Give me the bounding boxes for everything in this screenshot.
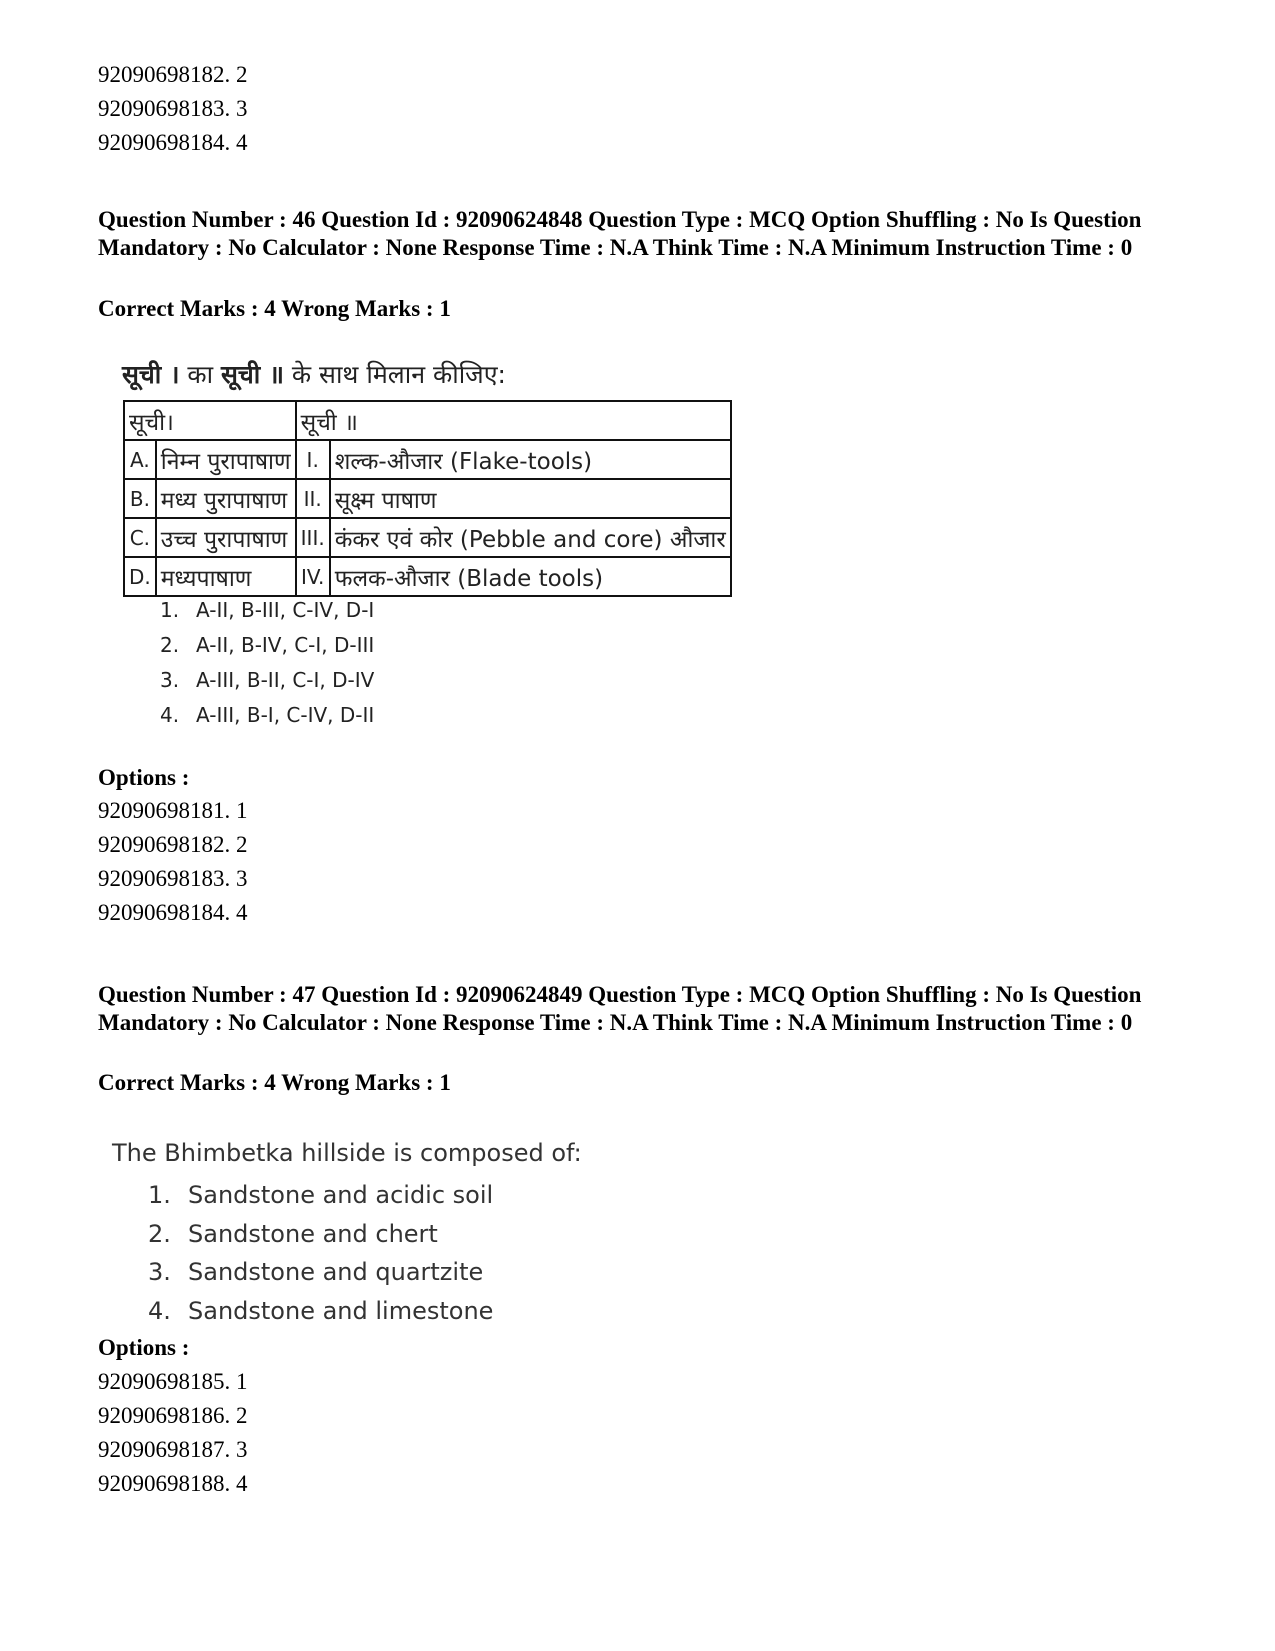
- row-list-2-item: फलक-औजार (Blade tools): [330, 557, 731, 596]
- list-item: 2. Sandstone and chert: [148, 1219, 438, 1248]
- q47-marks: Correct Marks : 4 Wrong Marks : 1: [98, 1070, 451, 1095]
- row-roman: II.: [296, 479, 330, 518]
- q46-header: Question Number : 46 Question Id : 92090624848 Question Type : MCQ Option Shuffling : No Is Question Mandatory : No Calculator : None Response Time : N.A Think Time : N.A Minimum Instruction Time : 0: [98, 207, 1142, 260]
- q46-match-table: [123, 400, 732, 597]
- q47-prompt: The Bhimbetka hillside is composed of:: [112, 1139, 582, 1167]
- q46-prompt: सूची । का सूची ॥ के साथ मिलान कीजिए:: [122, 360, 506, 389]
- q47-choices: [148, 1176, 493, 1330]
- row-list-1-item: मध्यपाषाण: [156, 557, 296, 596]
- q47-options-label: Options :: [98, 1335, 190, 1360]
- q46-choices: [160, 593, 374, 733]
- q46-options-label: Options :: [98, 765, 190, 790]
- table-head-list-1: सूची।: [124, 401, 296, 440]
- row-letter: C.: [124, 518, 156, 557]
- q46-marks: Correct Marks : 4 Wrong Marks : 1: [98, 296, 451, 321]
- list-item: 4. Sandstone and limestone: [148, 1296, 494, 1325]
- prev-option-4: 92090698184. 4: [98, 130, 248, 155]
- table-header-row: [124, 401, 731, 440]
- row-list-2-item: शल्क-औजार (Flake-tools): [330, 440, 731, 479]
- row-list-1-item: उच्च पुरापाषाण: [156, 518, 296, 557]
- q47-option: 92090698187. 3: [98, 1437, 248, 1462]
- list-item: 1. A-II, B-III, C-IV, D-I: [160, 598, 375, 622]
- row-letter: D.: [124, 557, 156, 596]
- table-row: [124, 557, 731, 596]
- row-roman: IV.: [296, 557, 330, 596]
- row-letter: B.: [124, 479, 156, 518]
- prev-option-2: 92090698182. 2: [98, 62, 248, 87]
- q46-option: 92090698181. 1: [98, 798, 248, 823]
- q46-option: 92090698183. 3: [98, 866, 248, 891]
- prev-option-3: 92090698183. 3: [98, 96, 248, 121]
- q47-option: 92090698186. 2: [98, 1403, 248, 1428]
- list-item: 1. Sandstone and acidic soil: [148, 1181, 494, 1209]
- table-head-list-2: सूची ॥: [296, 401, 731, 440]
- q46-option: 92090698184. 4: [98, 900, 248, 925]
- q46-option: 92090698182. 2: [98, 832, 248, 857]
- table-row: [124, 479, 731, 518]
- q47-header: Question Number : 47 Question Id : 92090624849 Question Type : MCQ Option Shuffling : No Is Question Mandatory : No Calculator : None Response Time : N.A Think Time : N.A Minimum Instruction Time : 0: [98, 982, 1142, 1035]
- list-item: 2. A-II, B-IV, C-I, D-III: [160, 633, 375, 657]
- q47-option: 92090698188. 4: [98, 1471, 248, 1496]
- table-row: [124, 440, 731, 479]
- table-row: [124, 518, 731, 557]
- list-item: 3. Sandstone and quartzite: [148, 1258, 484, 1286]
- list-item: 4. A-III, B-I, C-IV, D-II: [160, 703, 375, 727]
- row-list-1-item: निम्न पुरापाषाण: [156, 440, 296, 479]
- row-list-1-item: मध्य पुरापाषाण: [156, 479, 296, 518]
- row-roman: III.: [296, 518, 330, 557]
- row-list-2-item: सूक्ष्म पाषाण: [330, 479, 731, 518]
- q47-option: 92090698185. 1: [98, 1369, 248, 1394]
- row-roman: I.: [296, 440, 330, 479]
- row-list-2-item: कंकर एवं कोर (Pebble and core) औजार: [330, 518, 731, 557]
- list-item: 3. A-III, B-II, C-I, D-IV: [160, 668, 375, 692]
- row-letter: A.: [124, 440, 156, 479]
